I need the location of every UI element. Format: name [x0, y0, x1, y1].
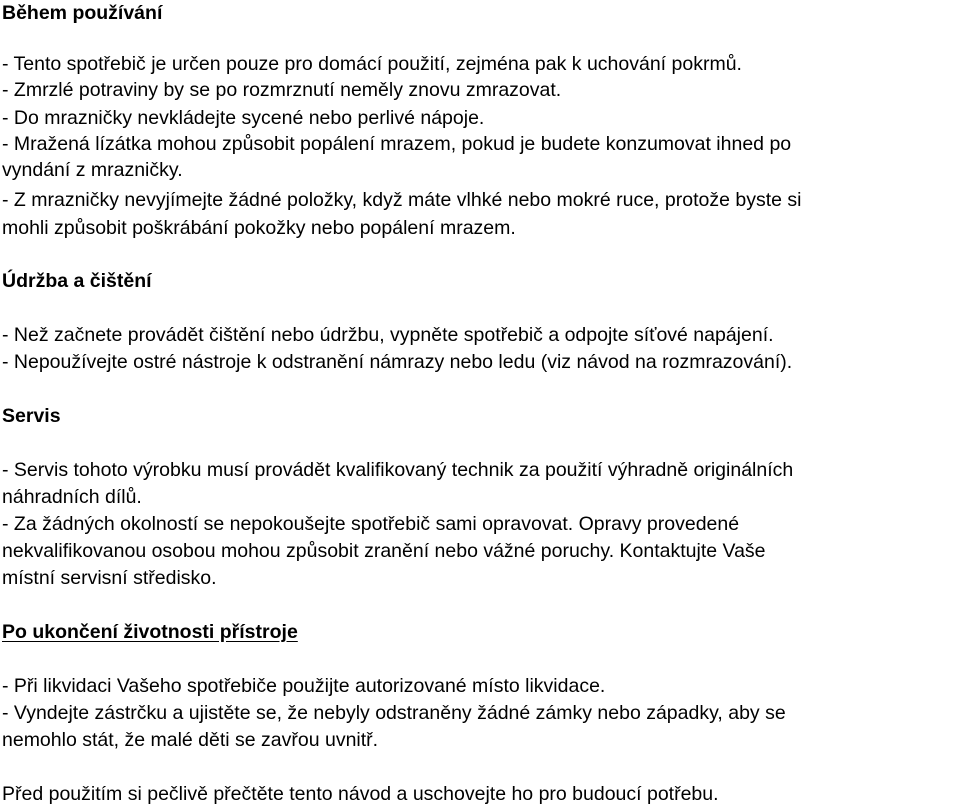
- paragraph-line: - Do mrazničky nevkládejte sycené nebo perlivé nápoje.: [2, 107, 485, 129]
- section-heading-pouzivani: Během používání: [2, 2, 163, 24]
- paragraph-line: - Vyndejte zástrčku a ujistěte se, že nebyly odstraněny žádné zámky nebo západky, aby se: [2, 702, 786, 724]
- paragraph-line: - Při likvidaci Vašeho spotřebiče použijte autorizované místo likvidace.: [2, 675, 606, 697]
- paragraph-line: - Než začnete provádět čištění nebo údržbu, vypněte spotřebič a odpojte síťové napájení.: [2, 324, 774, 346]
- section-heading-servis: Servis: [2, 405, 61, 427]
- paragraph-line: - Mražená lízátka mohou způsobit popálení mrazem, pokud je budete konzumovat ihned po: [2, 133, 792, 155]
- paragraph-line: mohli způsobit poškrábání pokožky nebo popálení mrazem.: [2, 217, 516, 239]
- paragraph-line: - Zmrzlé potraviny by se po rozmrznutí neměly znovu zmrazovat.: [2, 79, 562, 101]
- paragraph-line: - Za žádných okolností se nepokoušejte spotřebič sami opravovat. Opravy provedené: [2, 513, 740, 535]
- section-heading-udrzba: Údržba a čištění: [2, 270, 152, 292]
- paragraph-line: vyndání z mrazničky.: [2, 159, 183, 181]
- paragraph-line: nemohlo stát, že malé děti se zavřou uvnitř.: [2, 729, 379, 751]
- paragraph-line: - Tento spotřebič je určen pouze pro domácí použití, zejména pak k uchování pokrmů.: [2, 53, 742, 75]
- paragraph-line: místní servisní středisko.: [2, 567, 217, 589]
- paragraph-line: nekvalifikovanou osobou mohou způsobit zranění nebo vážné poruchy. Kontaktujte Vaše: [2, 540, 766, 562]
- paragraph-line: - Servis tohoto výrobku musí provádět kvalifikovaný technik za použití výhradně originálních: [2, 459, 794, 481]
- paragraph-line: - Nepoužívejte ostré nástroje k odstranění námrazy nebo ledu (viz návod na rozmrazování).: [2, 351, 793, 373]
- paragraph-line: - Z mrazničky nevyjímejte žádné položky, když máte vlhké nebo mokré ruce, protože byste si: [2, 189, 802, 211]
- section-heading-likvidace: Po ukončení životnosti přístroje: [2, 621, 298, 643]
- closing-note: Před použitím si pečlivě přečtěte tento návod a uschovejte ho pro budoucí potřebu.: [2, 783, 719, 805]
- paragraph-line: náhradních dílů.: [2, 486, 142, 508]
